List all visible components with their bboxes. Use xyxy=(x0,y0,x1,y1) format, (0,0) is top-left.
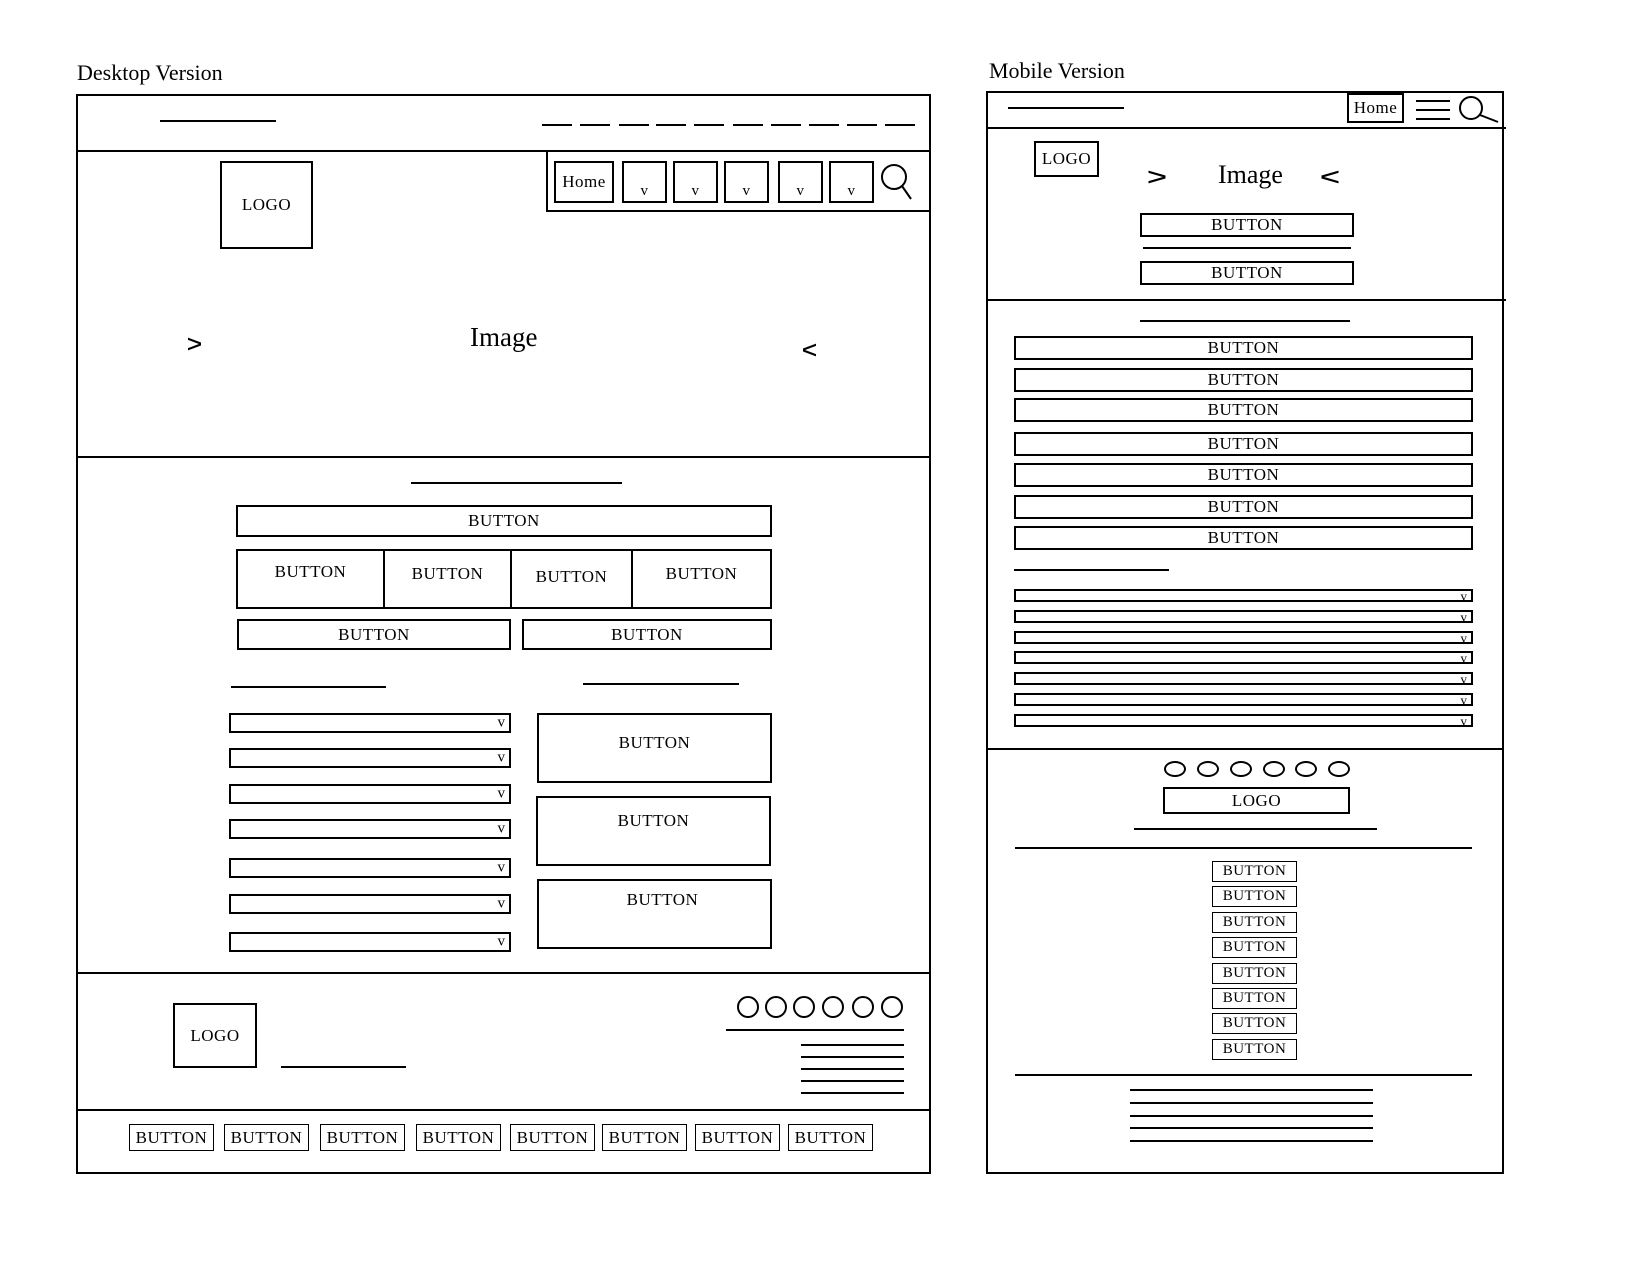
mobile-dropdown-field[interactable]: v xyxy=(1014,714,1473,727)
top-link[interactable] xyxy=(847,124,877,126)
grid-button[interactable]: BUTTON xyxy=(383,549,512,609)
mobile-section-heading-line xyxy=(1140,320,1350,322)
social-icon[interactable] xyxy=(765,996,787,1018)
mobile-logo[interactable]: LOGO xyxy=(1034,141,1099,177)
footer-link-line xyxy=(726,1029,904,1031)
footer-text-line xyxy=(281,1066,406,1068)
nav-dropdown[interactable]: v xyxy=(673,161,718,203)
mobile-site-name-line xyxy=(1008,107,1124,109)
footer-link-line[interactable] xyxy=(801,1092,904,1094)
mobile-footer-link-line[interactable] xyxy=(1130,1115,1373,1117)
hero-image-label: Image xyxy=(470,322,538,352)
bottom-bar-button[interactable]: BUTTON xyxy=(129,1124,214,1151)
section-heading-line xyxy=(411,482,622,484)
carousel-prev-arrow[interactable]: v xyxy=(179,336,208,352)
dropdown-field[interactable]: v xyxy=(229,858,511,878)
mobile-image-label: Image xyxy=(1218,160,1283,189)
mobile-carousel-prev-arrow[interactable]: v xyxy=(1136,169,1174,185)
social-icon[interactable] xyxy=(822,996,844,1018)
carousel-next-arrow[interactable]: v xyxy=(797,342,826,358)
bottom-bar-button[interactable]: BUTTON xyxy=(416,1124,501,1151)
mobile-social-icon[interactable] xyxy=(1328,761,1350,777)
top-link[interactable] xyxy=(733,124,763,126)
mobile-carousel-next-arrow[interactable]: v xyxy=(1313,169,1351,185)
mobile-dropdown-field[interactable]: v xyxy=(1014,693,1473,706)
mobile-list-button[interactable]: BUTTON xyxy=(1014,526,1473,550)
top-link[interactable] xyxy=(771,124,801,126)
dropdown-field[interactable]: v xyxy=(229,894,511,914)
mobile-search-icon[interactable] xyxy=(1458,95,1502,125)
mobile-social-icon[interactable] xyxy=(1164,761,1186,777)
mobile-list-button[interactable]: BUTTON xyxy=(1014,495,1473,519)
mobile-title: Mobile Version xyxy=(989,58,1125,83)
hamburger-menu-icon[interactable] xyxy=(1414,98,1452,122)
social-icon[interactable] xyxy=(881,996,903,1018)
mobile-dropdown-field[interactable]: v xyxy=(1014,651,1473,664)
list-heading-line xyxy=(231,686,386,688)
bottom-bar-button[interactable]: BUTTON xyxy=(788,1124,873,1151)
mobile-list-button[interactable]: BUTTON xyxy=(1014,432,1473,456)
half-button-left[interactable]: BUTTON xyxy=(237,619,511,650)
mobile-footer-divider xyxy=(986,748,1504,750)
bottom-bar-button[interactable]: BUTTON xyxy=(320,1124,405,1151)
search-icon[interactable] xyxy=(880,163,914,201)
desktop-title: Desktop Version xyxy=(77,60,223,85)
desktop-footer-divider xyxy=(76,972,929,974)
mobile-footer-link-line[interactable] xyxy=(1130,1140,1373,1142)
nav-dropdown[interactable]: v xyxy=(778,161,823,203)
mobile-hero-button[interactable]: BUTTON xyxy=(1140,213,1354,237)
mobile-footer-link-line[interactable] xyxy=(1130,1089,1373,1091)
bottom-bar-button[interactable]: BUTTON xyxy=(224,1124,309,1151)
mobile-social-icon[interactable] xyxy=(1230,761,1252,777)
mobile-footer-button[interactable]: BUTTON xyxy=(1212,963,1297,984)
grid-button[interactable]: BUTTON xyxy=(236,549,385,609)
dropdown-field[interactable]: v xyxy=(229,819,511,839)
mobile-list-button[interactable]: BUTTON xyxy=(1014,398,1473,422)
mobile-footer-line xyxy=(1134,828,1377,830)
top-link[interactable] xyxy=(885,124,915,126)
mobile-dropdown-field[interactable]: v xyxy=(1014,589,1473,602)
mobile-hero-button[interactable]: BUTTON xyxy=(1140,261,1354,285)
mobile-footer-link-line[interactable] xyxy=(1130,1127,1373,1129)
footer-link-line[interactable] xyxy=(801,1056,904,1058)
mobile-list-heading-line xyxy=(1014,569,1169,571)
footer-link-line[interactable] xyxy=(801,1068,904,1070)
mobile-hero-divider xyxy=(986,299,1506,301)
bottom-bar-button[interactable]: BUTTON xyxy=(510,1124,595,1151)
tile-button[interactable]: BUTTON xyxy=(537,713,772,783)
mobile-list-button[interactable]: BUTTON xyxy=(1014,368,1473,392)
mobile-footer-line xyxy=(1015,1074,1472,1076)
bottom-bar-button[interactable]: BUTTON xyxy=(602,1124,687,1151)
half-button-right[interactable]: BUTTON xyxy=(522,619,772,650)
dropdown-field[interactable]: v xyxy=(229,784,511,804)
nav-dropdown[interactable]: v xyxy=(622,161,667,203)
mobile-footer-button[interactable]: BUTTON xyxy=(1212,861,1297,882)
footer-link-line[interactable] xyxy=(801,1080,904,1082)
footer-link-line[interactable] xyxy=(801,1044,904,1046)
mobile-footer-logo[interactable]: LOGO xyxy=(1163,787,1350,814)
mobile-hero-line xyxy=(1143,247,1351,249)
nav-dropdown[interactable]: v xyxy=(829,161,874,203)
tile-button[interactable]: BUTTON xyxy=(537,879,772,949)
top-link[interactable] xyxy=(694,124,724,126)
dropdown-field[interactable]: v xyxy=(229,713,511,733)
nav-dropdown[interactable]: v xyxy=(724,161,769,203)
mobile-nav-home-button[interactable]: Home xyxy=(1347,93,1404,123)
mobile-social-icon[interactable] xyxy=(1197,761,1219,777)
grid-button[interactable]: BUTTON xyxy=(631,549,772,609)
desktop-bottom-divider xyxy=(76,1109,931,1111)
mobile-footer-button[interactable]: BUTTON xyxy=(1212,886,1297,907)
main-wide-button[interactable]: BUTTON xyxy=(236,505,772,537)
top-link[interactable] xyxy=(542,124,572,126)
social-icon[interactable] xyxy=(793,996,815,1018)
mobile-footer-button[interactable]: BUTTON xyxy=(1212,937,1297,958)
footer-logo[interactable]: LOGO xyxy=(173,1003,257,1068)
mobile-footer-button[interactable]: BUTTON xyxy=(1212,912,1297,933)
nav-home-button[interactable]: Home xyxy=(554,161,614,203)
mobile-social-icon[interactable] xyxy=(1263,761,1285,777)
mobile-dropdown-field[interactable]: v xyxy=(1014,631,1473,644)
mobile-dropdown-field[interactable]: v xyxy=(1014,610,1473,623)
list-heading-line xyxy=(583,683,739,685)
top-link[interactable] xyxy=(619,124,649,126)
mobile-dropdown-field[interactable]: v xyxy=(1014,672,1473,685)
mobile-list-button[interactable]: BUTTON xyxy=(1014,336,1473,360)
dropdown-field[interactable]: v xyxy=(229,932,511,952)
mobile-footer-button[interactable]: BUTTON xyxy=(1212,1013,1297,1034)
bottom-bar-button[interactable]: BUTTON xyxy=(695,1124,780,1151)
top-link[interactable] xyxy=(656,124,686,126)
mobile-footer-link-line[interactable] xyxy=(1130,1102,1373,1104)
social-icon[interactable] xyxy=(737,996,759,1018)
desktop-site-name-line xyxy=(160,120,276,122)
mobile-header-divider xyxy=(986,127,1506,129)
mobile-footer-button[interactable]: BUTTON xyxy=(1212,988,1297,1009)
mobile-footer-button[interactable]: BUTTON xyxy=(1212,1039,1297,1060)
tile-button[interactable]: BUTTON xyxy=(536,796,771,866)
desktop-logo[interactable]: LOGO xyxy=(220,161,313,249)
top-link[interactable] xyxy=(580,124,610,126)
mobile-list-button[interactable]: BUTTON xyxy=(1014,463,1473,487)
mobile-footer-line xyxy=(1015,847,1472,849)
social-icon[interactable] xyxy=(852,996,874,1018)
top-link[interactable] xyxy=(809,124,839,126)
desktop-hero-divider xyxy=(76,456,931,458)
dropdown-field[interactable]: v xyxy=(229,748,511,768)
grid-button[interactable]: BUTTON xyxy=(510,549,633,609)
mobile-social-icon[interactable] xyxy=(1295,761,1317,777)
